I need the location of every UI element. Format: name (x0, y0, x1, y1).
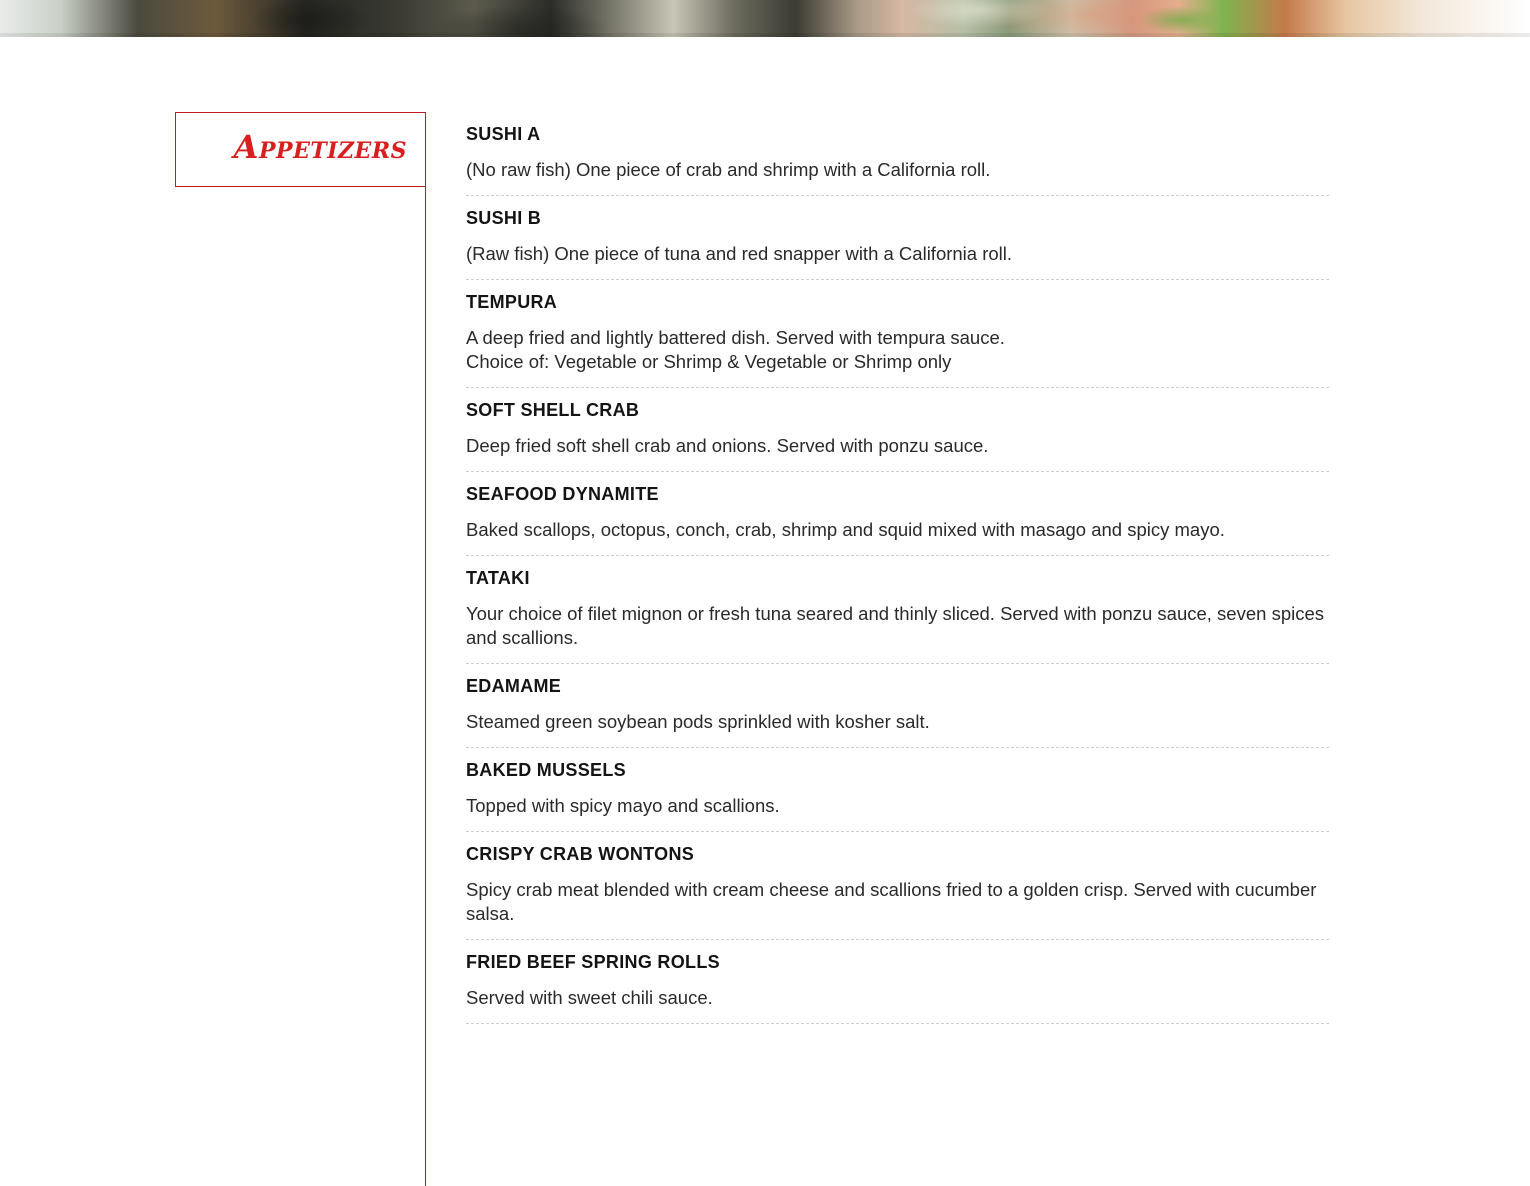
menu-item (466, 832, 1329, 940)
menu-item-name: EDAMAME (466, 676, 562, 696)
menu-item-name: SEAFOOD DYNAMITE (466, 484, 659, 504)
menu-item-description: A deep fried and lightly battered dish. Served with tempura sauce. Choice of: Vegetable or Shrimp & Vegetable or Shrimp only (466, 327, 1005, 372)
menu-item-name: SUSHI A (466, 124, 541, 144)
menu-item-description: Topped with spicy mayo and scallions. (466, 795, 780, 816)
menu-items-list (466, 112, 1329, 1068)
menu-item-name: CRISPY CRAB WONTONS (466, 844, 695, 864)
menu-item-cut-off (466, 1024, 1329, 1068)
menu-item-description: Steamed green soybean pods sprinkled with kosher salt. (466, 711, 930, 732)
menu-item (466, 748, 1329, 832)
menu-item (466, 112, 1329, 196)
menu-item-name: FRIED BEEF SPRING ROLLS (466, 952, 720, 972)
menu-item-name: SUSHI B (466, 208, 542, 228)
category-header (175, 112, 426, 187)
menu-item (466, 940, 1329, 1024)
menu-item-description: Served with sweet chili sauce. (466, 987, 713, 1008)
menu-item-description: Spicy crab meat blended with cream cheese and scallions fried to a golden crisp. Served with cucumber salsa. (466, 879, 1317, 924)
menu-item (466, 196, 1329, 280)
menu-item (466, 280, 1329, 388)
menu-item (466, 472, 1329, 556)
menu-item-name-cut-off (466, 1037, 1329, 1059)
hero-banner-image (0, 0, 1530, 37)
menu-item-description: Deep fried soft shell crab and onions. Served with ponzu sauce. (466, 435, 989, 456)
hero-shadow (0, 33, 1530, 37)
menu-item-name: TEMPURA (466, 292, 558, 312)
menu-item-name: SOFT SHELL CRAB (466, 400, 640, 420)
menu-item-description: Your choice of filet mignon or fresh tuna seared and thinly sliced. Served with ponzu sauce, seven spices and scallions. (466, 603, 1325, 648)
category-divider (425, 186, 426, 1186)
menu-item-description: (Raw fish) One piece of tuna and red snapper with a California roll. (466, 243, 1013, 264)
menu-item (466, 664, 1329, 748)
menu-item-name: TATAKI (466, 568, 530, 588)
category-title: Appetizers (233, 128, 407, 166)
menu-item-name: BAKED MUSSELS (466, 760, 626, 780)
menu-item (466, 556, 1329, 664)
menu-item (466, 388, 1329, 472)
menu-item-description: Baked scallops, octopus, conch, crab, shrimp and squid mixed with masago and spicy mayo. (466, 519, 1225, 540)
menu-item-description: (No raw fish) One piece of crab and shrimp with a California roll. (466, 159, 991, 180)
